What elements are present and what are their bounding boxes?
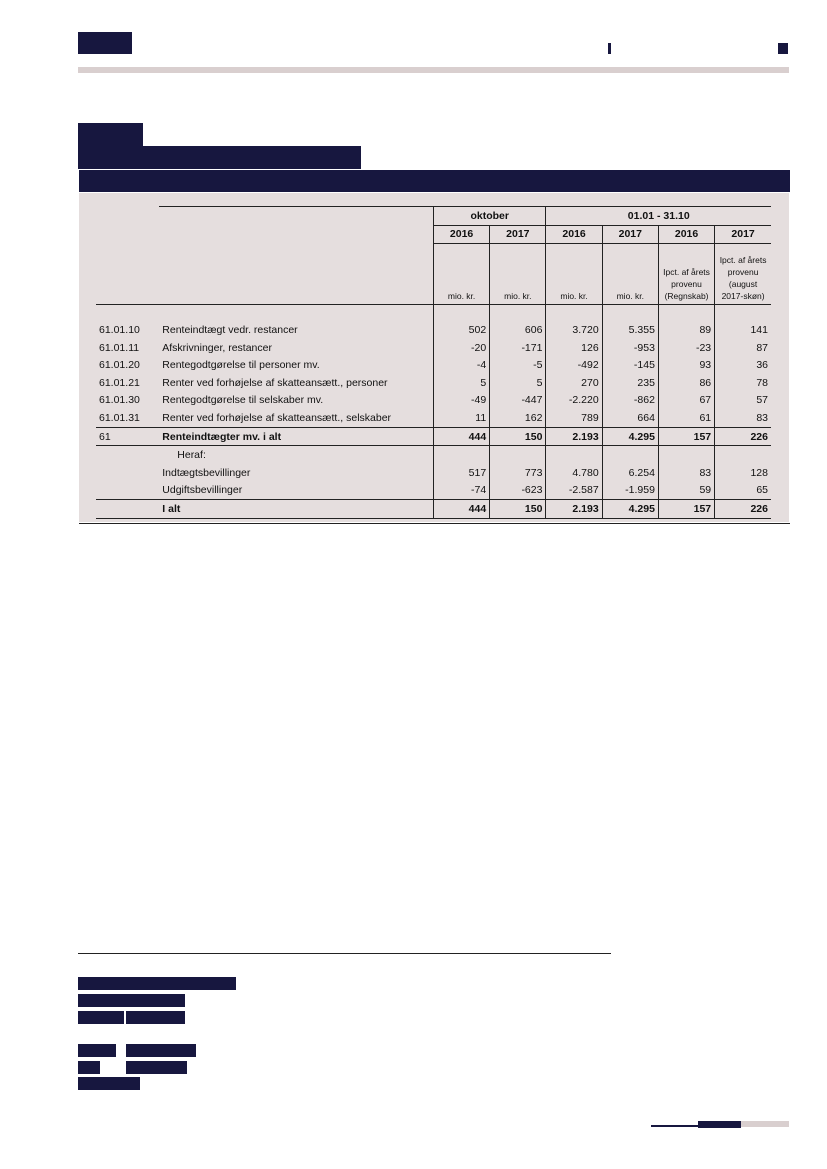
table-title-bar (79, 170, 790, 192)
revenue-table (96, 206, 771, 519)
cell-value: -4 (433, 356, 489, 374)
unit-label: Ipct. af årets provenu (august 2017-skøn) (715, 244, 771, 305)
total-row (96, 427, 771, 446)
row-label: Renter ved forhøjelse af skatteansætt., personer (162, 376, 388, 389)
cell-value: 150 (490, 500, 546, 519)
cell-value: 157 (658, 427, 714, 446)
cell-value: 2.193 (546, 500, 602, 519)
row-label: Renteindtægt vedr. restancer (162, 323, 298, 336)
row-label: I alt (159, 500, 433, 519)
row-code: 61.01.30 (99, 394, 140, 407)
cell-value: 4.295 (602, 427, 658, 446)
unit-label: Ipct. af årets provenu (Regnskab) (658, 244, 714, 305)
cell-value: 235 (602, 374, 658, 392)
cell-value: -20 (433, 339, 489, 357)
footer-redaction (126, 1044, 196, 1057)
cell-value: 5 (433, 374, 489, 392)
cell-value: 93 (658, 356, 714, 374)
row-label: Afskrivninger, restancer (162, 341, 272, 354)
footer-redaction (78, 1061, 100, 1074)
cell-value: 59 (658, 482, 714, 500)
cell-value: -953 (602, 339, 658, 357)
cell-value: 517 (433, 464, 489, 482)
cell-value: -492 (546, 356, 602, 374)
footer-redaction (78, 994, 185, 1007)
cell-value: 89 (658, 321, 714, 339)
year-header: 2016 (433, 225, 489, 244)
cell-value: 6.254 (602, 464, 658, 482)
header-group-row (96, 207, 771, 226)
cell-value: 150 (490, 427, 546, 446)
cell-value: -2.220 (546, 392, 602, 410)
cell-value: 65 (715, 482, 771, 500)
unit-label: mio. kr. (546, 244, 602, 305)
page-number-rule (651, 1125, 698, 1127)
row-code: 61.01.20 (99, 359, 140, 372)
cell-value: 444 (433, 427, 489, 446)
cell-value: -862 (602, 392, 658, 410)
cell-value: -1.959 (602, 482, 658, 500)
cell-value: -74 (433, 482, 489, 500)
footer-redaction (126, 1061, 187, 1074)
table-row (96, 321, 771, 339)
unit-label: mio. kr. (602, 244, 658, 305)
group-period: 01.01 - 31.10 (546, 207, 771, 226)
cell-value: 157 (658, 500, 714, 519)
year-header: 2016 (546, 225, 602, 244)
cell-value: 606 (490, 321, 546, 339)
footer-redaction (78, 1077, 140, 1090)
cell-value: 61 (658, 409, 714, 427)
cell-value: 36 (715, 356, 771, 374)
cell-value: -2.587 (546, 482, 602, 500)
sub-row (96, 464, 771, 482)
table-bottom-rule (79, 523, 790, 524)
cell-value: 226 (715, 427, 771, 446)
heraf-row (96, 446, 771, 464)
cell-value: 87 (715, 339, 771, 357)
footer-redaction (78, 977, 236, 990)
sub-row (96, 482, 771, 500)
cell-value: -447 (490, 392, 546, 410)
cell-value: 128 (715, 464, 771, 482)
cell-value: -623 (490, 482, 546, 500)
cell-value: 2.193 (546, 427, 602, 446)
footnote-rule (78, 953, 611, 954)
cell-value: 4.780 (546, 464, 602, 482)
row-label: Rentegodtgørelse til personer mv. (162, 359, 320, 372)
cell-value: 664 (602, 409, 658, 427)
page-number-redaction (698, 1121, 741, 1128)
cell-value: 5.355 (602, 321, 658, 339)
table-row (96, 374, 771, 392)
cell-value: 226 (715, 500, 771, 519)
cell-value: -49 (433, 392, 489, 410)
title-redaction-2 (78, 146, 361, 169)
row-code: 61 (96, 427, 159, 446)
table-row (96, 356, 771, 374)
grand-total-row (96, 500, 771, 519)
unit-label: mio. kr. (490, 244, 546, 305)
unit-label: mio. kr. (433, 244, 489, 305)
header-redaction-right (778, 43, 788, 54)
title-redaction-1 (78, 123, 143, 147)
year-header: 2016 (658, 225, 714, 244)
year-header: 2017 (490, 225, 546, 244)
row-label: Renteindtægter mv. i alt (159, 427, 433, 446)
footer-redaction (126, 1011, 185, 1024)
header-unit-row (96, 244, 771, 305)
table-row (96, 339, 771, 357)
cell-value: 126 (546, 339, 602, 357)
footer-redaction (78, 1044, 116, 1057)
cell-value: 67 (658, 392, 714, 410)
cell-value: 78 (715, 374, 771, 392)
page-footer-bar (741, 1121, 789, 1127)
header-year-row (96, 225, 771, 244)
row-code: 61.01.11 (99, 341, 140, 354)
row-label: Rentegodtgørelse til selskaber mv. (162, 394, 324, 407)
table-row (96, 392, 771, 410)
row-label: Renter ved forhøjelse af skatteansætt., selskaber (159, 409, 433, 427)
cell-value: 4.295 (602, 500, 658, 519)
row-label: Udgiftsbevillinger (159, 482, 433, 500)
cell-value: 83 (715, 409, 771, 427)
footer-redaction (78, 1011, 124, 1024)
cell-value: 162 (490, 409, 546, 427)
cell-value: 3.720 (546, 321, 602, 339)
cell-value: -5 (490, 356, 546, 374)
cell-value: 502 (433, 321, 489, 339)
cell-value: 83 (658, 464, 714, 482)
year-header: 2017 (602, 225, 658, 244)
spacer-row (96, 305, 771, 322)
group-oktober: oktober (433, 207, 545, 226)
header-redaction-left (78, 32, 132, 54)
cell-value: 57 (715, 392, 771, 410)
heraf-label: Heraf: (177, 449, 206, 462)
cell-value: -171 (490, 339, 546, 357)
cell-value: 11 (433, 409, 489, 427)
cell-value: 86 (658, 374, 714, 392)
year-header: 2017 (715, 225, 771, 244)
table-row (96, 409, 771, 427)
row-label: Indtægtsbevillinger (162, 466, 251, 479)
cell-value: 789 (546, 409, 602, 427)
cell-value: 444 (433, 500, 489, 519)
cell-value: 270 (546, 374, 602, 392)
header-rule (78, 67, 789, 73)
cell-value: 773 (490, 464, 546, 482)
row-code: 61.01.21 (99, 376, 140, 389)
header-redaction-mark (608, 43, 611, 54)
row-code: 61.01.10 (99, 323, 140, 336)
cell-value: -23 (658, 339, 714, 357)
cell-value: 141 (715, 321, 771, 339)
row-code: 61.01.31 (96, 409, 159, 427)
cell-value: 5 (490, 374, 546, 392)
cell-value: -145 (602, 356, 658, 374)
